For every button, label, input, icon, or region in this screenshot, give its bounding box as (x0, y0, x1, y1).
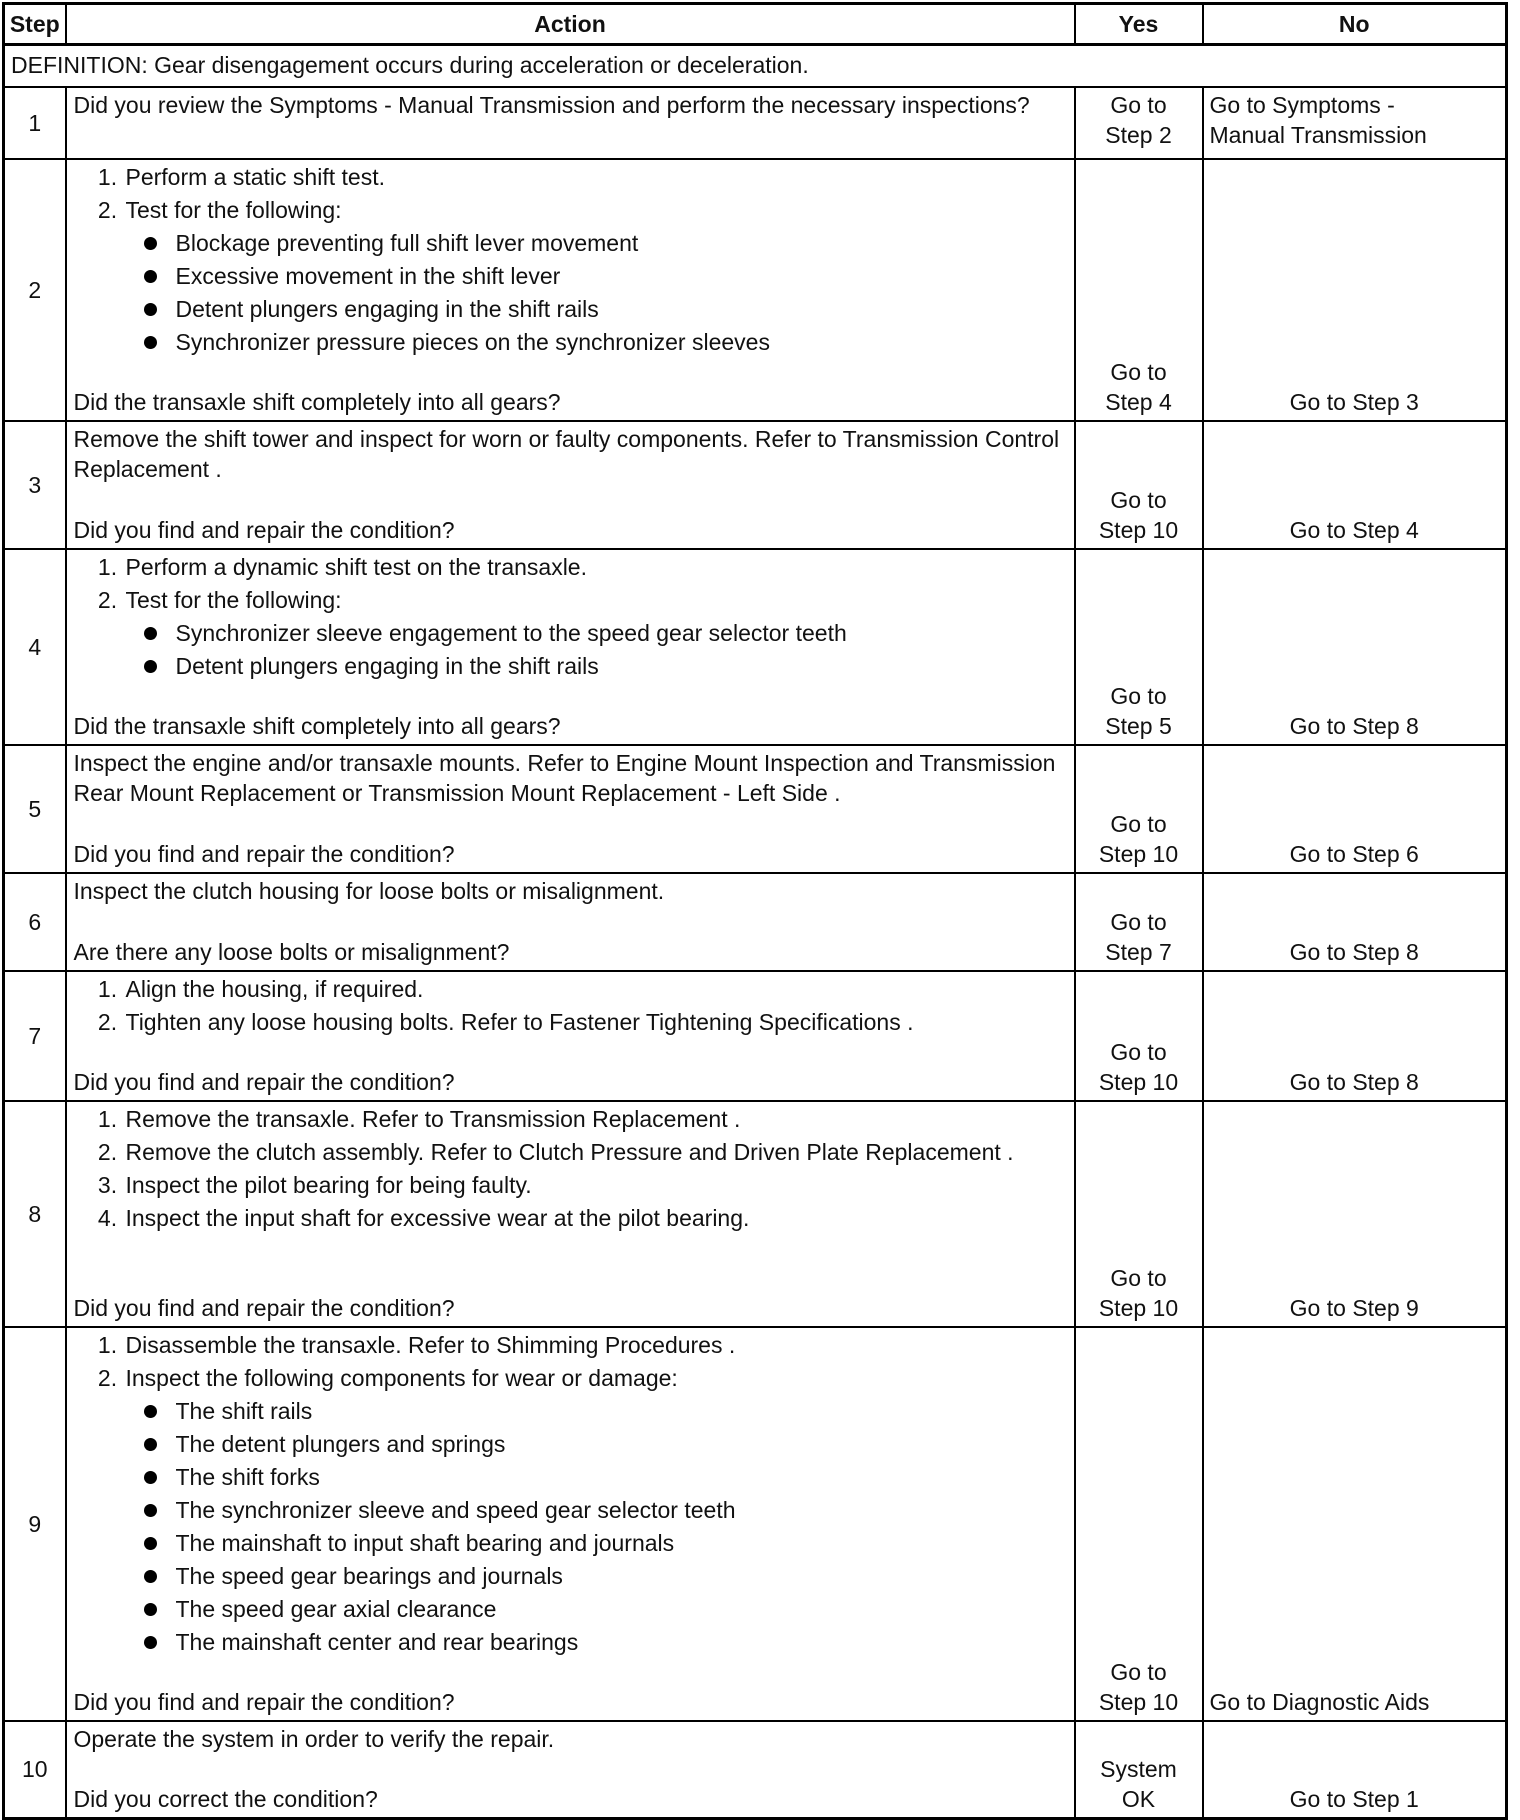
action-cell (66, 1101, 1075, 1327)
bullet-list (126, 618, 1068, 681)
no-cell: Go to Step 8 (1203, 873, 1507, 971)
table-row (4, 1101, 1507, 1327)
action-text: Inspect the engine and/or transaxle mounts. Refer to Engine Mount Inspection and Transmission Rear Mount Replacement or Transmission Mount Replacement - Left Side . (73, 749, 1056, 806)
yes-line-1: Go to (1110, 682, 1167, 709)
no-cell: Go to Step 4 (1203, 421, 1507, 549)
action-cell (66, 421, 1075, 549)
header-action: Action (66, 4, 1075, 45)
yes-line-2: Step 5 (1105, 712, 1172, 739)
table-row (4, 549, 1507, 745)
header-step: Step (4, 4, 66, 45)
header-row (4, 4, 1507, 45)
yes-line-1: Go to (1110, 908, 1167, 935)
action-cell (66, 745, 1075, 873)
bullet-item: The speed gear bearings and journals (176, 1561, 1068, 1591)
bullet-item: The mainshaft to input shaft bearing and journals (176, 1528, 1068, 1558)
action-cell (66, 873, 1075, 971)
step-number: 10 (4, 1721, 66, 1819)
bullet-item: Blockage preventing full shift lever movement (176, 228, 1068, 258)
no-cell: Go to Step 6 (1203, 745, 1507, 873)
table-row (4, 1327, 1507, 1721)
action-text: Operate the system in order to verify the repair. (73, 1725, 555, 1752)
yes-line-1: System (1100, 1756, 1177, 1782)
yes-line-1: Go to (1110, 1658, 1167, 1685)
step-number: 8 (4, 1101, 66, 1327)
table-row (4, 1721, 1507, 1819)
yes-line-2: Step 2 (1105, 121, 1172, 148)
step-number: 1 (4, 87, 66, 159)
no-line-2: Manual Transmission (1209, 121, 1427, 148)
question-text: Did you find and repair the condition? (73, 1294, 455, 1321)
yes-cell (1075, 1721, 1203, 1819)
numbered-list (74, 974, 1068, 1037)
action-text: Remove the shift tower and inspect for worn or faulty components. Refer to Transmission Control Replacement . (73, 425, 1060, 482)
action-text: Did you review the Symptoms - Manual Transmission and perform the necessary inspections? (73, 91, 1030, 118)
bullet-item: The synchronizer sleeve and speed gear selector teeth (176, 1495, 1068, 1525)
bullet-list (126, 1396, 1068, 1657)
list-item: 1. Align the housing, if required. (124, 974, 1068, 1004)
numbered-list (74, 162, 1068, 357)
yes-cell (1075, 159, 1203, 421)
action-cell (66, 159, 1075, 421)
no-cell: Go to Step 8 (1203, 971, 1507, 1101)
step-number: 3 (4, 421, 66, 549)
list-item: 3. Inspect the pilot bearing for being faulty. (124, 1170, 1068, 1200)
list-item (124, 195, 1068, 357)
list-item-text: Test for the following: (125, 196, 342, 223)
yes-line-2: OK (1121, 1786, 1156, 1812)
yes-line-1: Go to (1110, 91, 1167, 118)
yes-line-1: Go to (1110, 486, 1167, 513)
table-row (4, 421, 1507, 549)
yes-line-2: Step 7 (1105, 938, 1172, 965)
no-cell: Go to Step 1 (1203, 1721, 1507, 1819)
definition-text: DEFINITION: Gear disengagement occurs during acceleration or deceleration. (4, 45, 1507, 87)
action-cell (66, 87, 1075, 159)
no-cell (1203, 87, 1507, 159)
table-row (4, 87, 1507, 159)
yes-line-2: Step 10 (1098, 1068, 1179, 1095)
bullet-item: Detent plungers engaging in the shift rails (176, 294, 1068, 324)
table-row (4, 745, 1507, 873)
list-item: 1. Remove the transaxle. Refer to Transmission Replacement . (124, 1104, 1068, 1134)
bullet-item: The detent plungers and springs (176, 1429, 1068, 1459)
list-item: 4. Inspect the input shaft for excessive wear at the pilot bearing. (124, 1203, 1068, 1233)
bullet-item: The speed gear axial clearance (176, 1594, 1068, 1624)
bullet-item: Excessive movement in the shift lever (176, 261, 1068, 291)
step-number: 6 (4, 873, 66, 971)
yes-cell (1075, 971, 1203, 1101)
list-item: 1. Perform a static shift test. (124, 162, 1068, 192)
step-number: 2 (4, 159, 66, 421)
bullet-item: Synchronizer sleeve engagement to the speed gear selector teeth (176, 618, 1068, 648)
bullet-list (126, 228, 1068, 357)
numbered-list (74, 1104, 1068, 1233)
question-text: Did you find and repair the condition? (73, 1688, 455, 1715)
list-item (124, 585, 1068, 681)
yes-line-2: Step 10 (1098, 1688, 1179, 1715)
no-cell: Go to Diagnostic Aids (1203, 1327, 1507, 1721)
action-cell (66, 971, 1075, 1101)
no-line-1: Go to Symptoms - (1209, 91, 1395, 118)
yes-cell (1075, 421, 1203, 549)
step-number: 4 (4, 549, 66, 745)
list-item: 1. Perform a dynamic shift test on the transaxle. (124, 552, 1068, 582)
list-item-text: Test for the following: (125, 586, 342, 613)
step-number: 9 (4, 1327, 66, 1721)
table-row (4, 159, 1507, 421)
question-text: Did you find and repair the condition? (73, 516, 455, 543)
yes-line-1: Go to (1110, 1264, 1167, 1291)
action-text: Inspect the clutch housing for loose bolts or misalignment. (73, 877, 665, 904)
list-item: 2. Remove the clutch assembly. Refer to Clutch Pressure and Driven Plate Replacement . (124, 1137, 1068, 1167)
question-text: Did the transaxle shift completely into all gears? (73, 388, 561, 415)
yes-line-2: Step 4 (1105, 388, 1172, 415)
numbered-list (74, 1330, 1068, 1657)
bullet-item: Detent plungers engaging in the shift rails (176, 651, 1068, 681)
yes-cell (1075, 87, 1203, 159)
yes-line-2: Step 10 (1098, 516, 1179, 543)
yes-line-2: Step 10 (1098, 840, 1179, 867)
table-row (4, 971, 1507, 1101)
list-item: 2. Tighten any loose housing bolts. Refer to Fastener Tightening Specifications . (124, 1007, 1068, 1037)
bullet-item: The shift forks (176, 1462, 1068, 1492)
no-cell: Go to Step 3 (1203, 159, 1507, 421)
yes-cell (1075, 745, 1203, 873)
yes-line-1: Go to (1110, 358, 1167, 385)
yes-line-2: Step 10 (1098, 1294, 1179, 1321)
header-no: No (1203, 4, 1507, 45)
bullet-item: Synchronizer pressure pieces on the synchronizer sleeves (176, 327, 1068, 357)
action-cell (66, 1327, 1075, 1721)
yes-cell (1075, 549, 1203, 745)
numbered-list (74, 552, 1068, 681)
no-cell: Go to Step 8 (1203, 549, 1507, 745)
yes-cell (1075, 873, 1203, 971)
table-row (4, 873, 1507, 971)
question-text: Did you correct the condition? (73, 1786, 378, 1812)
yes-cell (1075, 1101, 1203, 1327)
yes-line-1: Go to (1110, 810, 1167, 837)
list-item-text: Inspect the following components for wear or damage: (125, 1364, 678, 1391)
question-text: Did you find and repair the condition? (73, 840, 455, 867)
action-cell (66, 549, 1075, 745)
question-text: Did the transaxle shift completely into all gears? (73, 712, 561, 739)
step-number: 5 (4, 745, 66, 873)
bullet-item: The shift rails (176, 1396, 1068, 1426)
header-yes: Yes (1075, 4, 1203, 45)
step-number: 7 (4, 971, 66, 1101)
definition-row (4, 45, 1507, 87)
diagnostic-table (2, 2, 1508, 1820)
no-cell: Go to Step 9 (1203, 1101, 1507, 1327)
question-text: Did you find and repair the condition? (73, 1068, 455, 1095)
bullet-item: The mainshaft center and rear bearings (176, 1627, 1068, 1657)
list-item: 1. Disassemble the transaxle. Refer to Shimming Procedures . (124, 1330, 1068, 1360)
action-cell (66, 1721, 1075, 1819)
question-text: Are there any loose bolts or misalignment? (73, 938, 510, 965)
yes-line-1: Go to (1110, 1038, 1167, 1065)
yes-cell (1075, 1327, 1203, 1721)
list-item (124, 1363, 1068, 1657)
